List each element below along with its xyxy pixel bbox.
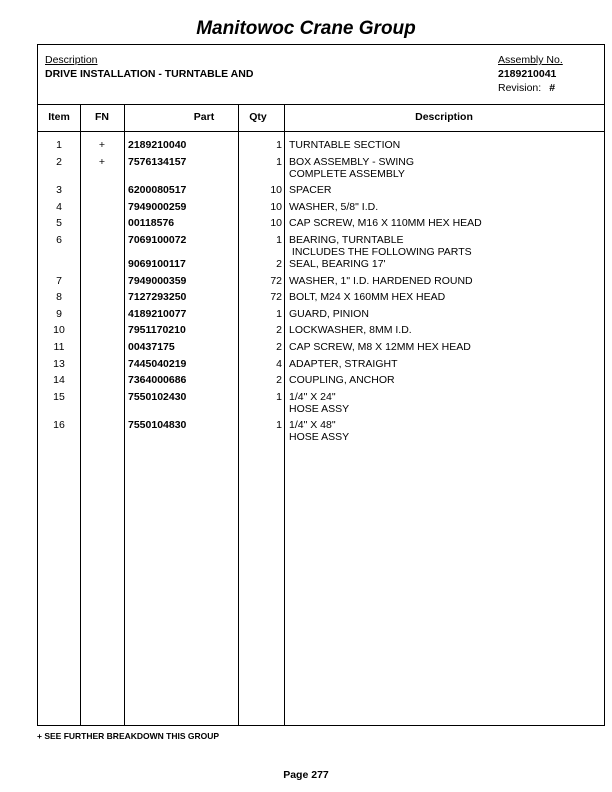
item-number: 10	[53, 324, 65, 337]
part-description: CAP SCREW, M16 X 110MM HEX HEAD	[289, 217, 482, 230]
page-title: Manitowoc Crane Group	[196, 18, 416, 39]
part-number: 7069100072	[128, 233, 187, 246]
part-description: WASHER, 5/8" I.D.	[289, 200, 379, 213]
part-number: 7951170210	[128, 324, 186, 337]
part-description: 1/4" X 48" HOSE ASSY	[289, 419, 350, 444]
part-description: 1/4" X 24" HOSE ASSY	[289, 390, 350, 415]
item-number: 8	[56, 291, 62, 304]
quantity: 1	[276, 307, 282, 320]
assembly-number-caption: Assembly No.	[498, 54, 563, 66]
table-row	[38, 374, 604, 391]
column-headers	[38, 104, 604, 132]
part-number: 7364000686	[128, 374, 187, 387]
revision-label: Revision:	[498, 82, 542, 94]
part-description: BOLT, M24 X 160MM HEX HEAD	[289, 291, 446, 304]
quantity: 72	[270, 291, 282, 304]
part-number: 7949000259	[128, 200, 187, 213]
part-number: 7949000359	[128, 274, 187, 287]
quantity: 4	[276, 357, 282, 370]
fn-marker: +	[98, 155, 106, 168]
table-row	[38, 275, 604, 292]
quantity: 1	[276, 390, 282, 403]
part-description: COUPLING, ANCHOR	[289, 374, 395, 387]
quantity: 1	[276, 419, 282, 432]
part-number: 6200080517	[128, 184, 187, 197]
quantity: 2	[276, 324, 282, 337]
revision-value: #	[549, 82, 556, 94]
table-row	[38, 391, 604, 420]
quantity: 10	[270, 200, 282, 213]
table-row	[38, 308, 604, 325]
table-row	[38, 358, 604, 375]
quantity: 10	[270, 184, 282, 197]
part-description: LOCKWASHER, 8MM I.D.	[289, 324, 412, 337]
part-description: BEARING, TURNTABLE INCLUDES THE FOLLOWING PARTS	[289, 233, 472, 258]
column-header-item: Item	[48, 111, 70, 123]
part-description: BOX ASSEMBLY - SWING COMPLETE ASSEMBLY	[289, 155, 415, 180]
part-number: 4189210077	[128, 307, 187, 320]
assembly-description: DRIVE INSTALLATION - TURNTABLE AND	[45, 68, 254, 80]
part-number: 00118576	[128, 217, 175, 230]
quantity: 2	[276, 374, 282, 387]
column-header-description: Description	[415, 111, 473, 123]
part-number: 7550102430	[128, 390, 187, 403]
part-description: CAP SCREW, M8 X 12MM HEX HEAD	[289, 340, 471, 353]
item-number: 13	[53, 357, 65, 370]
page-number: Page 277	[283, 769, 329, 781]
item-number: 16	[53, 419, 65, 432]
item-number: 9	[56, 307, 62, 320]
item-number: 3	[56, 184, 62, 197]
assembly-header	[38, 45, 604, 105]
table-row	[38, 156, 604, 185]
item-number: 6	[56, 233, 62, 246]
quantity: 72	[270, 274, 282, 287]
quantity: 1	[276, 155, 282, 168]
parts-list-frame	[37, 44, 605, 726]
table-row	[38, 258, 604, 275]
quantity: 1	[276, 139, 282, 151]
table-row	[38, 217, 604, 234]
part-description: TURNTABLE SECTION	[289, 139, 401, 151]
quantity: 1	[276, 233, 282, 246]
assembly-number: 2189210041	[498, 68, 557, 80]
item-number: 2	[56, 155, 62, 168]
fn-marker: +	[98, 139, 106, 151]
revision	[498, 82, 555, 94]
quantity: 10	[270, 217, 282, 230]
part-description: ADAPTER, STRAIGHT	[289, 357, 398, 370]
column-header-qty: Qty	[249, 111, 267, 123]
item-number: 7	[56, 274, 62, 287]
description-caption: Description	[45, 54, 98, 66]
table-row	[38, 234, 604, 258]
item-number: 1	[56, 139, 62, 151]
table-row	[38, 184, 604, 201]
part-description: SPACER	[289, 184, 332, 197]
part-number: 9069100117	[128, 257, 186, 270]
item-number: 15	[53, 390, 65, 403]
part-number: 7445040219	[128, 357, 187, 370]
item-number: 11	[53, 340, 65, 353]
table-row	[38, 201, 604, 218]
part-description: GUARD, PINION	[289, 307, 369, 320]
part-description: WASHER, 1" I.D. HARDENED ROUND	[289, 274, 473, 287]
column-header-part: Part	[193, 111, 215, 123]
item-number: 14	[53, 374, 65, 387]
part-number: 7127293250	[128, 291, 187, 304]
table-row	[38, 341, 604, 358]
part-number: 00437175	[128, 340, 175, 353]
part-number: 2189210040	[128, 139, 187, 151]
quantity: 2	[276, 340, 282, 353]
part-number: 7576134157	[128, 155, 187, 168]
table-row	[38, 419, 604, 448]
parts-table-body	[38, 139, 604, 448]
item-number: 4	[56, 200, 62, 213]
part-number: 7550104830	[128, 419, 187, 432]
item-number: 5	[56, 217, 62, 230]
table-row	[38, 291, 604, 308]
breakdown-footnote: + SEE FURTHER BREAKDOWN THIS GROUP	[37, 731, 220, 741]
part-description: SEAL, BEARING 17'	[289, 257, 386, 270]
column-header-fn: FN	[95, 111, 109, 123]
quantity: 2	[276, 257, 282, 270]
table-row	[38, 324, 604, 341]
table-row	[38, 139, 604, 156]
